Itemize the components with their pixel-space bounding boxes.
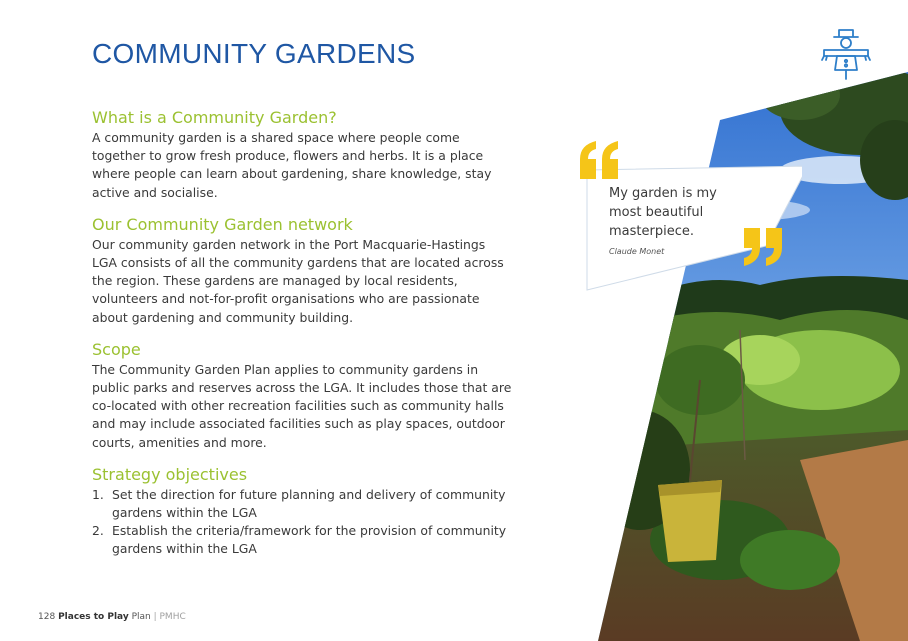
footer-plan-suffix: Plan [128, 612, 151, 622]
page-number: 128 [38, 612, 56, 622]
page-footer [38, 612, 186, 622]
section-body: Our community garden network in the Port Macquarie-Hastings LGA consists of all the community gardens that are located across the region. These gardens are managed by local residents, volunteers and not-for-profit organisations who are passionate about gardening and community building. [92, 236, 504, 325]
list-item-number: 2. [92, 523, 104, 539]
footer-org: PMHC [159, 612, 186, 622]
quote-author: Claude Monet [609, 247, 665, 256]
section-heading: Strategy objectives [92, 464, 248, 484]
section-body: The Community Garden Plan applies to community gardens in public parks and reserves across the LGA. It includes those that are co-located with other recreation facilities such as community halls and may include associated facilities such as play spaces, outdoor courts, amenities and more. [92, 361, 512, 450]
section-heading: Scope [92, 339, 141, 359]
quote-text: My garden is my most beautiful masterpiece. [609, 186, 717, 239]
footer-separator: | [150, 612, 160, 622]
list-item-number: 1. [92, 486, 104, 502]
page-title: COMMUNITY GARDENS [92, 38, 416, 69]
section-body: A community garden is a shared space where people come together to grow fresh produce, flowers and herbs. It is a place where people can learn about gardening, share knowledge, stay active and socialise. [92, 130, 492, 200]
section-heading: What is a Community Garden? [92, 108, 337, 127]
open-quote-icon [578, 141, 624, 181]
footer-plan-name: Places to Play [58, 612, 129, 622]
section-heading: Our Community Garden network [92, 214, 353, 234]
list-item-text: Establish the criteria/framework for the provision of community gardens within the LGA [112, 523, 507, 557]
list-item-text: Set the direction for future planning and delivery of community gardens within the LGA [112, 486, 506, 521]
